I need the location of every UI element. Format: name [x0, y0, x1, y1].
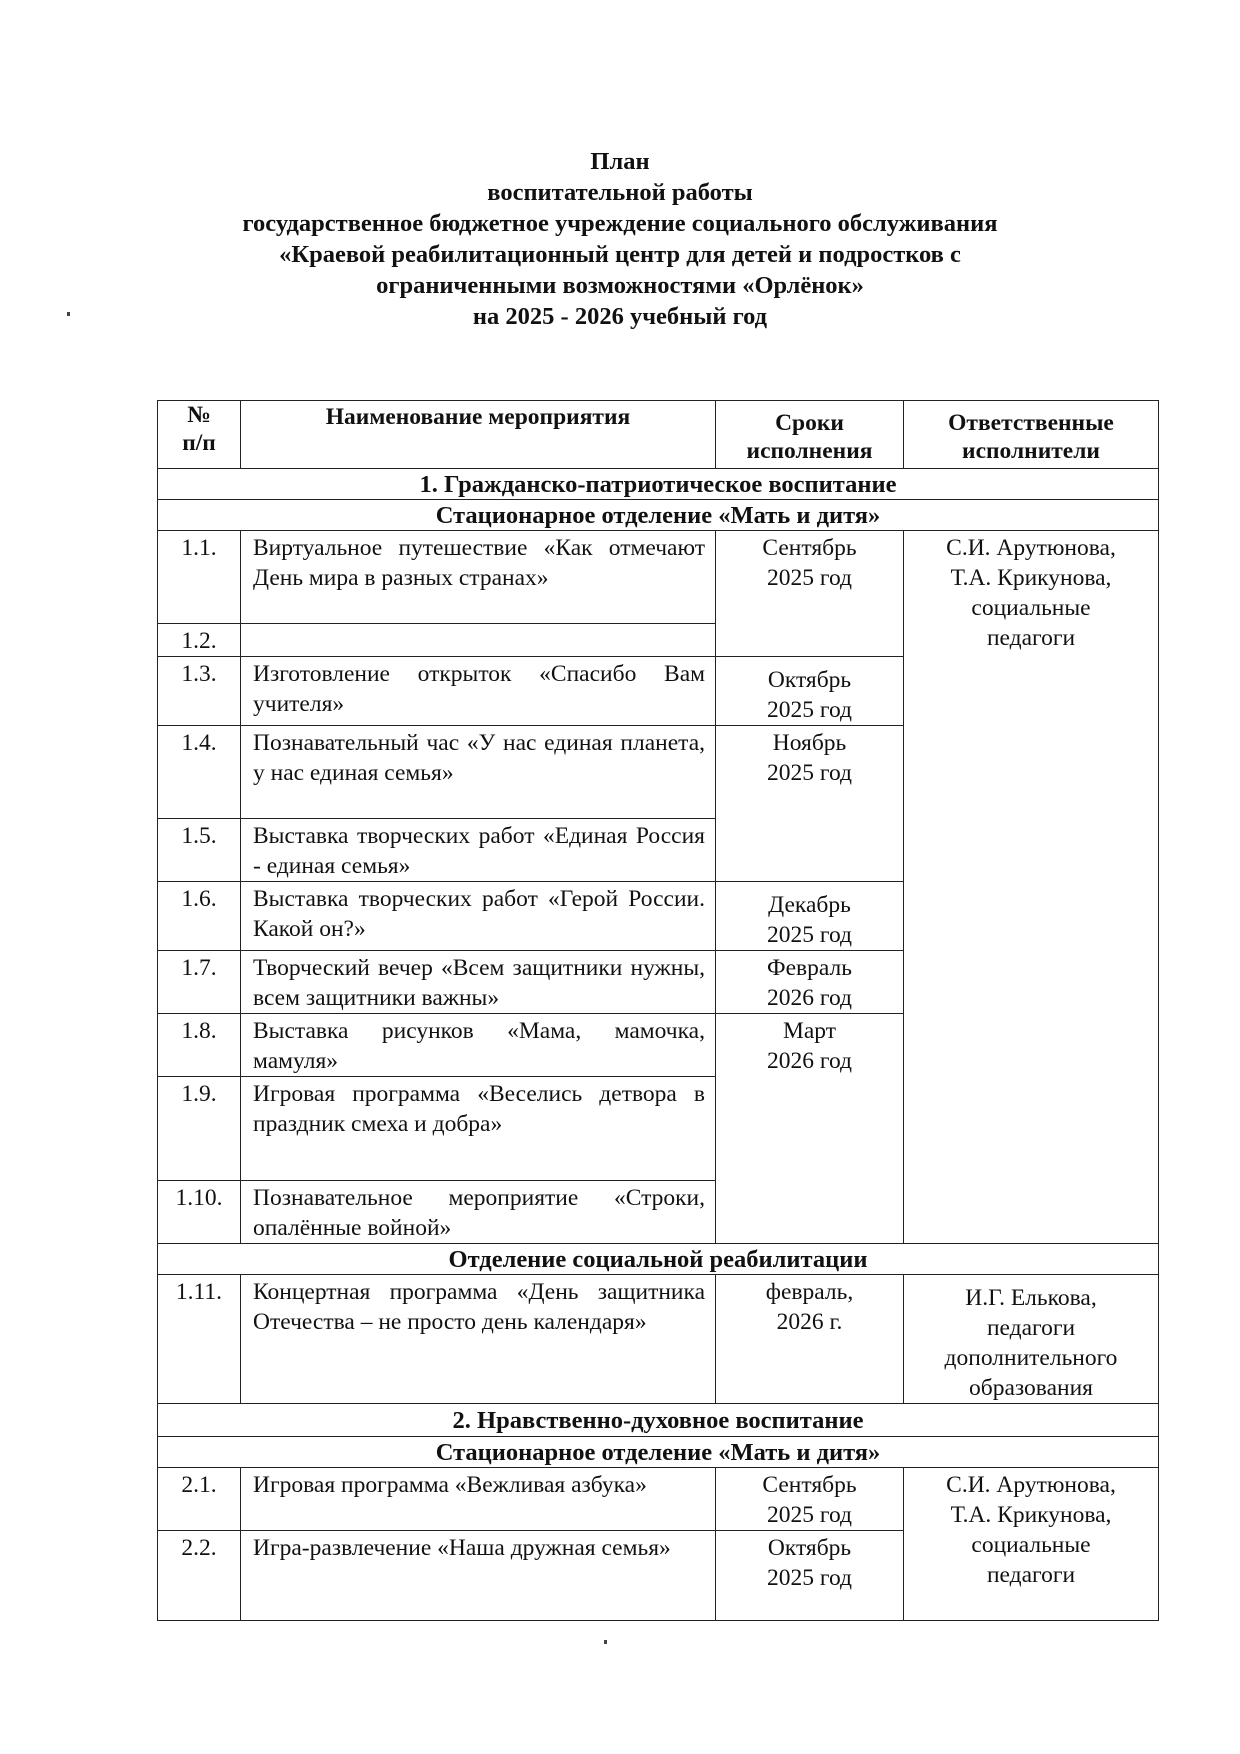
responsible-line: педагоги — [986, 625, 1076, 651]
row-number: 1.9. — [158, 1077, 241, 1181]
row-number: 1.4. — [158, 726, 241, 819]
date-month: Сентябрь — [762, 1472, 857, 1498]
row-number: 1.3. — [158, 657, 241, 726]
table-header-row — [158, 401, 1159, 469]
row-number: 1.7. — [158, 951, 241, 1014]
row-number: 1.1. — [158, 531, 241, 624]
event-name: Игра-развлечение «Наша дружная семья» — [241, 1531, 716, 1621]
title-line-3: государственное бюджетное учреждение социального обслуживания — [242, 210, 998, 237]
header-num-line1: № — [187, 402, 211, 428]
event-date — [716, 882, 904, 951]
title-line-6: на 2025 - 2026 учебный год — [472, 303, 768, 330]
row-number: 1.10. — [158, 1181, 241, 1244]
table-row — [158, 531, 1159, 624]
table-row — [158, 1468, 1159, 1531]
date-year: 2025 год — [767, 565, 852, 591]
responsible-line: педагоги — [986, 1562, 1076, 1588]
row-number: 2.1. — [158, 1468, 241, 1531]
title-line-2: воспитательной работы — [487, 179, 753, 206]
section-heading-row — [158, 469, 1159, 500]
subsection-heading-row — [158, 1244, 1159, 1275]
document-title — [0, 146, 1240, 332]
responsible-line: социальные — [971, 1532, 1091, 1558]
event-name: Изготовление открыток «Спасибо Вам учителя» — [241, 657, 716, 726]
event-name: Концертная программа «День защитника Отечества – не просто день календаря» — [241, 1275, 716, 1404]
event-date — [716, 1531, 904, 1621]
date-year: 2025 год — [767, 1565, 852, 1591]
subsection-title: Стационарное отделение «Мать и дитя» — [158, 1437, 1159, 1468]
header-resp-line2: исполнители — [962, 438, 1100, 464]
responsible-persons — [904, 1275, 1159, 1404]
date-month: февраль, — [765, 1279, 854, 1305]
responsible-line: дополнительного — [944, 1345, 1118, 1371]
responsible-line: образования — [969, 1375, 1093, 1401]
date-month: Декабрь — [768, 892, 851, 918]
responsible-line: Т.А. Крикунова, — [950, 565, 1112, 591]
date-year: 2026 год — [767, 985, 852, 1011]
title-line-4: «Краевой реабилитационный центр для детей и подростков с — [279, 241, 961, 268]
responsible-line: И.Г. Елькова, — [965, 1285, 1097, 1311]
event-date — [716, 1275, 904, 1404]
header-resp-line1: Ответственные — [948, 410, 1114, 436]
date-month: Сентябрь — [762, 535, 857, 561]
event-name — [241, 624, 716, 657]
event-name: Познавательное мероприятие «Строки, опалённые войной» — [241, 1181, 716, 1244]
header-date — [716, 401, 904, 469]
row-number: 1.11. — [158, 1275, 241, 1404]
header-name-text: Наименование мероприятия — [325, 404, 631, 430]
event-name: Виртуальное путешествие «Как отмечают День мира в разных странах» — [241, 531, 716, 624]
plan-table — [157, 400, 1159, 1621]
subsection-title: Стационарное отделение «Мать и дитя» — [158, 500, 1159, 531]
title-line-5: ограниченными возможностями «Орлёнок» — [376, 272, 864, 299]
header-num — [158, 401, 241, 469]
event-name: Выставка творческих работ «Единая Россия - единая семья» — [241, 819, 716, 882]
responsible-persons — [904, 1468, 1159, 1621]
date-month: Ноябрь — [772, 730, 847, 756]
row-number: 1.6. — [158, 882, 241, 951]
subsection-title: Отделение социальной реабилитации — [158, 1244, 1159, 1275]
title-line-1: План — [590, 148, 650, 175]
event-date — [716, 1014, 904, 1244]
row-number: 2.2. — [158, 1531, 241, 1621]
date-month: Октябрь — [767, 667, 852, 693]
subsection-heading-row — [158, 500, 1159, 531]
section-title: 2. Нравственно-духовное воспитание — [158, 1404, 1159, 1437]
event-date — [716, 657, 904, 726]
header-date-line2: исполнения — [746, 438, 873, 464]
date-year: 2025 год — [767, 697, 852, 723]
responsible-line: Т.А. Крикунова, — [950, 1502, 1112, 1528]
event-date — [716, 951, 904, 1014]
scan-speck — [67, 312, 70, 316]
event-date — [716, 1468, 904, 1531]
subsection-heading-row — [158, 1437, 1159, 1468]
responsible-line: социальные — [971, 595, 1091, 621]
event-name: Игровая программа «Вежливая азбука» — [241, 1468, 716, 1531]
responsible-persons — [904, 531, 1159, 1244]
date-year: 2026 год — [767, 1048, 852, 1074]
row-number: 1.8. — [158, 1014, 241, 1077]
responsible-line: педагоги — [986, 1315, 1076, 1341]
event-date — [716, 531, 904, 657]
event-date — [716, 726, 904, 882]
header-num-line2: п/п — [182, 430, 216, 456]
table-row — [158, 1275, 1159, 1404]
row-number: 1.2. — [158, 624, 241, 657]
date-month: Февраль — [767, 955, 852, 981]
date-year: 2026 г. — [776, 1309, 843, 1335]
event-name: Выставка творческих работ «Герой России. Какой он?» — [241, 882, 716, 951]
scan-speck — [604, 1640, 607, 1644]
event-name: Игровая программа «Веселись детвора в праздник смеха и добра» — [241, 1077, 716, 1181]
responsible-line: С.И. Арутюнова, — [946, 1472, 1116, 1498]
event-name: Познавательный час «У нас единая планета, у нас единая семья» — [241, 726, 716, 819]
date-month: Октябрь — [767, 1535, 852, 1561]
header-responsible — [904, 401, 1159, 469]
date-month: Март — [782, 1018, 837, 1044]
header-name — [241, 401, 716, 469]
date-year: 2025 год — [767, 760, 852, 786]
event-name: Творческий вечер «Всем защитники нужны, всем защитники важны» — [241, 951, 716, 1014]
header-date-line1: Сроки — [775, 410, 844, 436]
date-year: 2025 год — [767, 922, 852, 948]
date-year: 2025 год — [767, 1502, 852, 1528]
row-number: 1.5. — [158, 819, 241, 882]
section-heading-row — [158, 1404, 1159, 1437]
event-name: Выставка рисунков «Мама, мамочка, мамуля» — [241, 1014, 716, 1077]
section-title: 1. Гражданско-патриотическое воспитание — [158, 469, 1159, 500]
responsible-line: С.И. Арутюнова, — [946, 535, 1116, 561]
